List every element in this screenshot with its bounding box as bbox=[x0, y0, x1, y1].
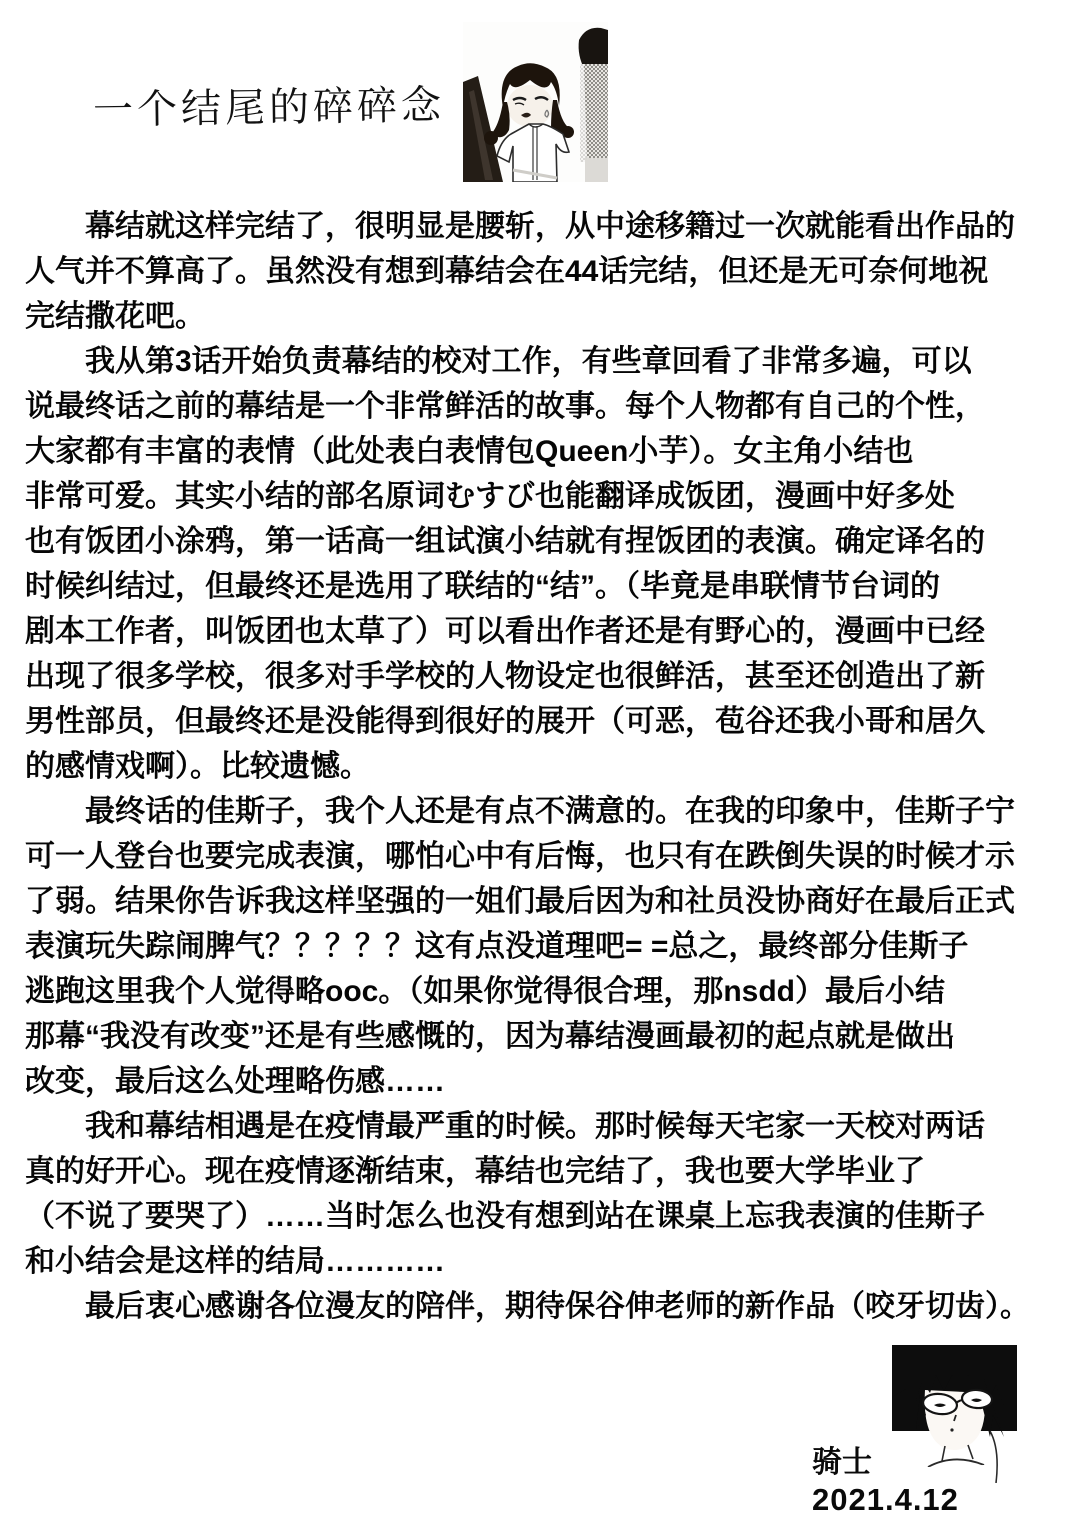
text-line: 的感情戏啊）。比较遗憾。 bbox=[25, 750, 370, 783]
text-line: 时候纠结过，但最终还是选用了联结的“结”。（毕竟是串联情节台词的 bbox=[25, 570, 940, 603]
text-line: 也有饭团小涂鸦，第一话高一组试演小结就有捏饭团的表演。确定译名的 bbox=[25, 525, 985, 558]
text-line: 了弱。结果你告诉我这样坚强的一姐们最后因为和社员没协商好在最后正式 bbox=[25, 885, 1015, 918]
paragraph bbox=[25, 1104, 1025, 1284]
text-line: 剧本工作者，叫饭团也太草了）可以看出作者还是有野心的，漫画中已经 bbox=[25, 615, 985, 648]
text-line: 出现了很多学校，很多对手学校的人物设定也很鲜活，甚至还创造出了新 bbox=[25, 660, 985, 693]
signature-name: 骑士 bbox=[812, 1446, 872, 1479]
text-line: （不说了要哭了）……当时怎么也没有想到站在课桌上忘我表演的佳斯子 bbox=[25, 1200, 985, 1233]
text-line: 逃跑这里我个人觉得略ooc。（如果你觉得很合理，那nsdd）最后小结 bbox=[25, 975, 945, 1008]
text-line: 最后衷心感谢各位漫友的陪伴，期待保谷伸老师的新作品（咬牙切齿）。 bbox=[85, 1290, 1030, 1323]
text-line: 人气并不算高了。虽然没有想到幕结会在44话完结，但还是无可奈何地祝 bbox=[25, 255, 989, 288]
text-line: 表演玩失踪闹脾气？？？？？这有点没道理吧= =总之，最终部分佳斯子 bbox=[25, 930, 969, 963]
text-line: 改变，最后这么处理略伤感…… bbox=[25, 1065, 445, 1098]
paragraph bbox=[25, 789, 1025, 1104]
text-line: 我从第3话开始负责幕结的校对工作，有些章回看了非常多遍，可以 bbox=[85, 345, 972, 378]
text-line: 说最终话之前的幕结是一个非常鲜活的故事。每个人物都有自己的个性， bbox=[25, 390, 985, 423]
text-line: 可一人登台也要完成表演，哪怕心中有后悔，也只有在跌倒失误的时候才示 bbox=[25, 840, 1015, 873]
text-line: 我和幕结相遇是在疫情最严重的时候。那时候每天宅家一天校对两话 bbox=[85, 1110, 985, 1143]
page-title: 一个结尾的碎碎念 bbox=[92, 83, 446, 133]
text-line: 非常可爱。其实小结的部名原词むすび也能翻译成饭团，漫画中好多处 bbox=[25, 480, 955, 513]
text-line: 那幕“我没有改变”还是有些感慨的，因为幕结漫画最初的起点就是做出 bbox=[25, 1020, 955, 1053]
paragraph bbox=[25, 339, 1025, 789]
manga-girl-panel-image bbox=[463, 22, 608, 182]
paragraph bbox=[25, 1284, 1030, 1329]
text-line: 和小结会是这样的结局………… bbox=[25, 1245, 445, 1278]
text-line: 男性部员，但最终还是没能得到很好的展开（可恶，苞谷还我小哥和居久 bbox=[25, 705, 985, 738]
text-line: 真的好开心。现在疫情逐渐结束，幕结也完结了，我也要大学毕业了 bbox=[25, 1155, 925, 1188]
text-line: 最终话的佳斯子，我个人还是有点不满意的。在我的印象中，佳斯子宁 bbox=[85, 795, 1015, 828]
text-line: 大家都有丰富的表情（此处表白表情包Queen小芋）。女主角小结也 bbox=[25, 435, 914, 468]
signature-date: 2021.4.12 bbox=[812, 1482, 959, 1517]
afterword-text bbox=[25, 204, 1030, 1329]
text-line: 幕结就这样完结了，很明显是腰斩，从中途移籍过一次就能看出作品的 bbox=[85, 210, 1015, 243]
signature-block bbox=[812, 1444, 959, 1518]
text-line: 完结撒花吧。 bbox=[25, 300, 205, 333]
paragraph bbox=[25, 204, 1025, 339]
